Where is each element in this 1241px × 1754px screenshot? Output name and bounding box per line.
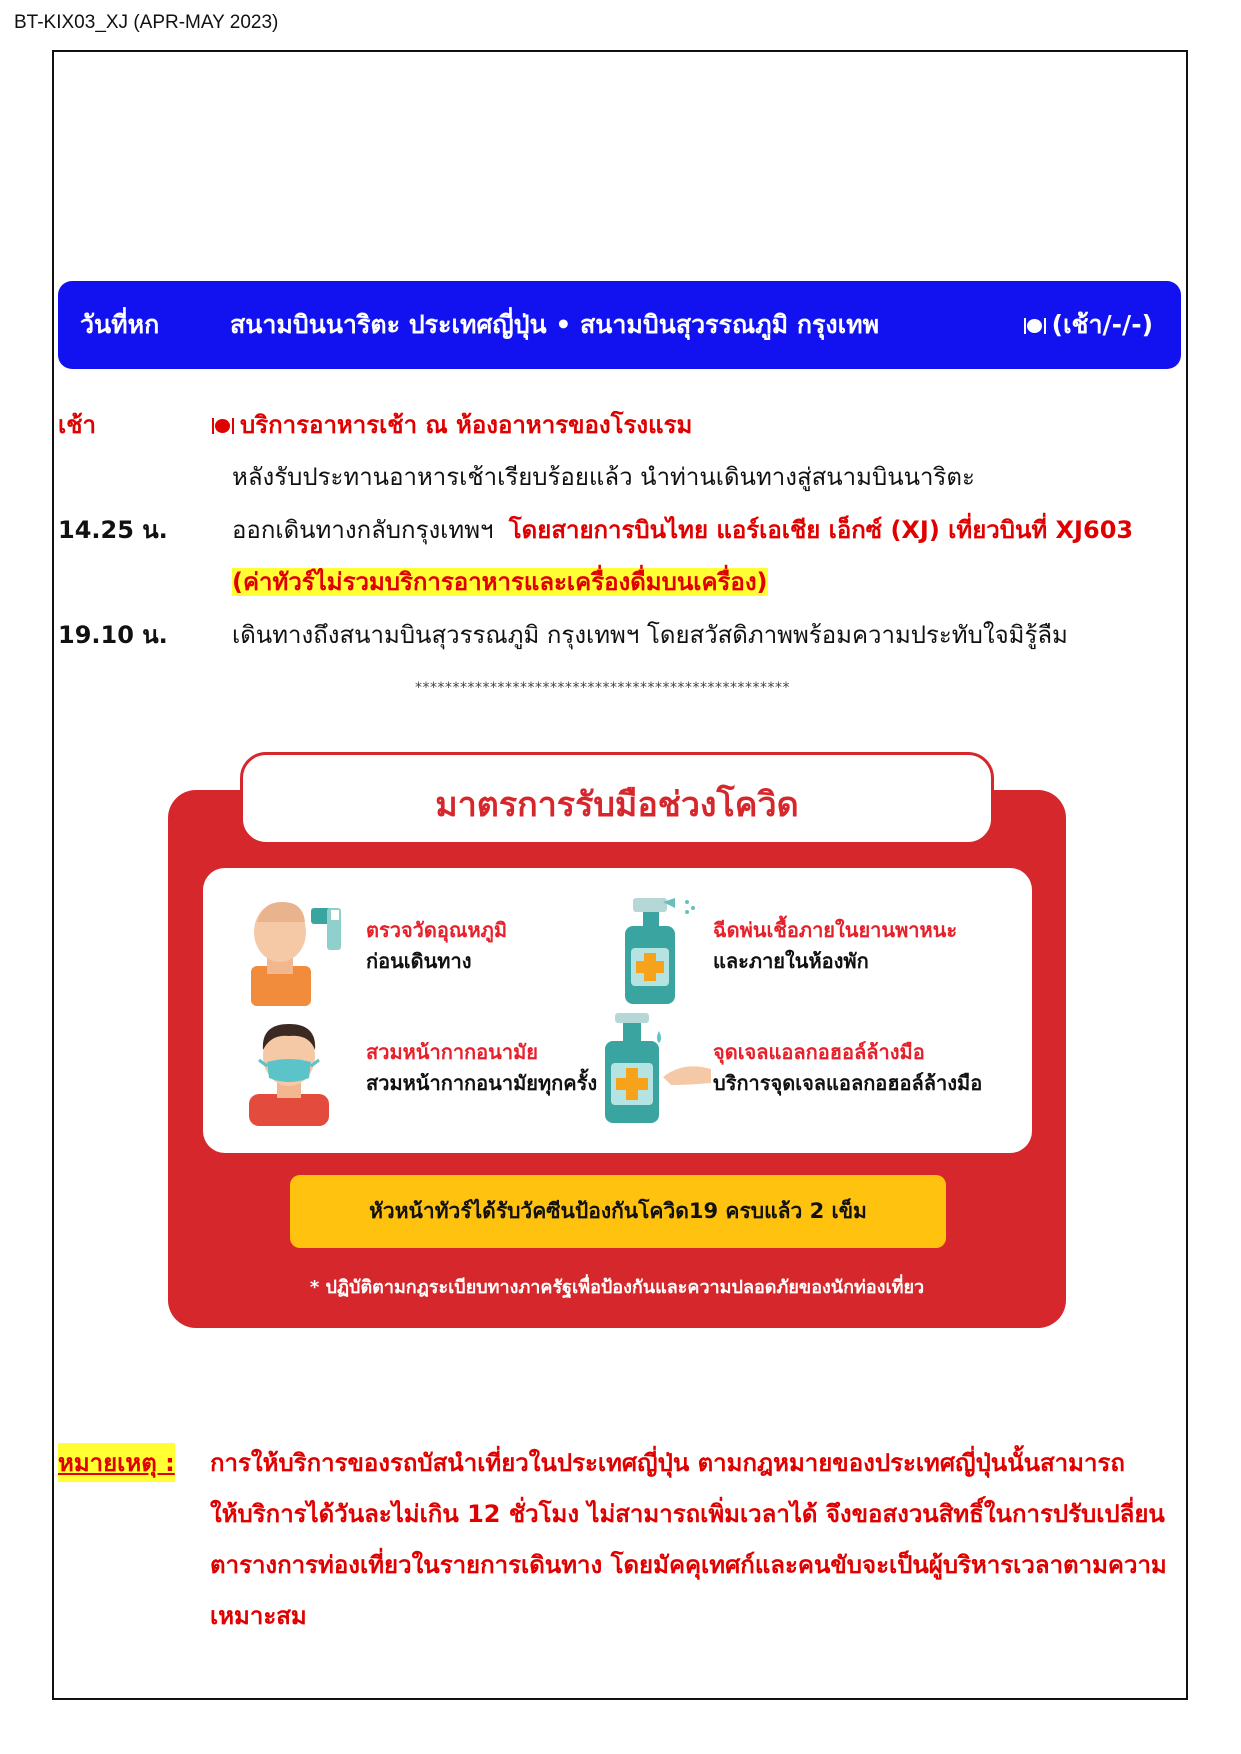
separator-stars: ************************************************** (415, 680, 790, 696)
remark-body (210, 1438, 1170, 1642)
no-meal-note: (ค่าทัวร์ไม่รวมบริการอาหารและเครื่องดื่มบนเครื่อง) (232, 568, 768, 596)
item-subtext: สวมหน้ากากอนามัยทุกครั้ง (366, 1071, 598, 1095)
item-heading: ฉีดพ่นเชื้อภายในยานพาหนะ (713, 918, 958, 942)
depart-time: 14.25 น. (58, 516, 168, 544)
item-sanitizer (713, 1038, 982, 1100)
meal-icon (1024, 318, 1046, 334)
item-subtext: และภายในห้องพัก (713, 949, 869, 973)
covid-title: มาตรการรับมือช่วงโควิด (435, 785, 799, 825)
hand-sanitizer-icon (593, 1013, 713, 1129)
thermometer-scan-icon (243, 896, 353, 1010)
item-subtext: ก่อนเดินทาง (366, 949, 472, 973)
meal-icon (212, 418, 234, 434)
remark-line: ตารางการท่องเที่ยวในรายการเดินทาง โดยมัคคุเทศก์และคนขับจะเป็นผู้บริหารเวลาตามความ (210, 1551, 1167, 1579)
day-route: สนามบินนาริตะ ประเทศญี่ปุ่น • สนามบินสุวรรณภูมิ กรุงเทพ (230, 310, 880, 339)
item-heading: ตรวจวัดอุณหภูมิ (366, 918, 508, 942)
day-label: วันที่หก (80, 310, 160, 339)
item-temperature (366, 916, 507, 978)
covid-footnote: * ปฏิบัติตามกฎระเบียบทางภาครัฐเพื่อป้องกันและความปลอดภัยของนักท่องเที่ยว (309, 1277, 925, 1298)
day-meals (1024, 305, 1153, 345)
item-heading: จุดเจลแอลกอฮอล์ล้างมือ (713, 1040, 925, 1064)
depart-line (232, 515, 1133, 545)
covid-items-card (203, 868, 1032, 1153)
covid-title-box (240, 752, 994, 845)
item-disinfection (713, 916, 957, 978)
remark-line: การให้บริการของรถบัสนำเที่ยวในประเทศญี่ปุ่น ตามกฎหมายของประเทศญี่ปุ่นนั้นสามารถ (210, 1449, 1125, 1477)
flight-info: โดยสายการบินไทย แอร์เอเชีย เอ็กซ์ (XJ) เที่ยวบินที่ XJ603 (508, 516, 1134, 544)
breakfast-text: บริการอาหารเช้า ณ ห้องอาหารของโรงแรม (240, 411, 693, 439)
item-subtext: บริการจุดเจลแอลกอฮอล์ล้างมือ (713, 1071, 983, 1095)
face-mask-icon (243, 1016, 353, 1130)
document-code: BT-KIX03_XJ (APR-MAY 2023) (14, 12, 279, 33)
day-header-band (58, 281, 1181, 369)
arrive-time: 19.10 น. (58, 621, 168, 649)
arrive-text: เดินทางถึงสนามบินสุวรรณภูมิ กรุงเทพฯ โดยสวัสดิภาพพร้อมความประทับใจมิรู้ลืม (232, 621, 1068, 649)
remark-line: เหมาะสม (210, 1602, 307, 1630)
transfer-text: หลังรับประทานอาหารเช้าเรียบร้อยแล้ว นำท่านเดินทางสู่สนามบินนาริตะ (232, 463, 975, 491)
spray-bottle-icon (603, 896, 713, 1010)
no-meal-line (232, 567, 768, 597)
depart-text: ออกเดินทางกลับกรุงเทพฯ (232, 516, 494, 544)
vaccine-banner: หัวหน้าทัวร์ได้รับวัคซีนป้องกันโควิด19 ครบแล้ว 2 เข็ม (290, 1175, 946, 1248)
item-mask (366, 1038, 597, 1100)
remark-line: ให้บริการได้วันละไม่เกิน 12 ชั่วโมง ไม่สามารถเพิ่มเวลาได้ จึงขอสงวนสิทธิ์ในการปรับเปลี่ยน (210, 1500, 1165, 1528)
morning-label: เช้า (58, 411, 96, 439)
remark-label: หมายเหตุ : (58, 1443, 175, 1482)
item-heading: สวมหน้ากากอนามัย (366, 1040, 538, 1064)
meals-text: (เช้า/-/-) (1051, 310, 1153, 339)
breakfast-line (212, 410, 692, 440)
